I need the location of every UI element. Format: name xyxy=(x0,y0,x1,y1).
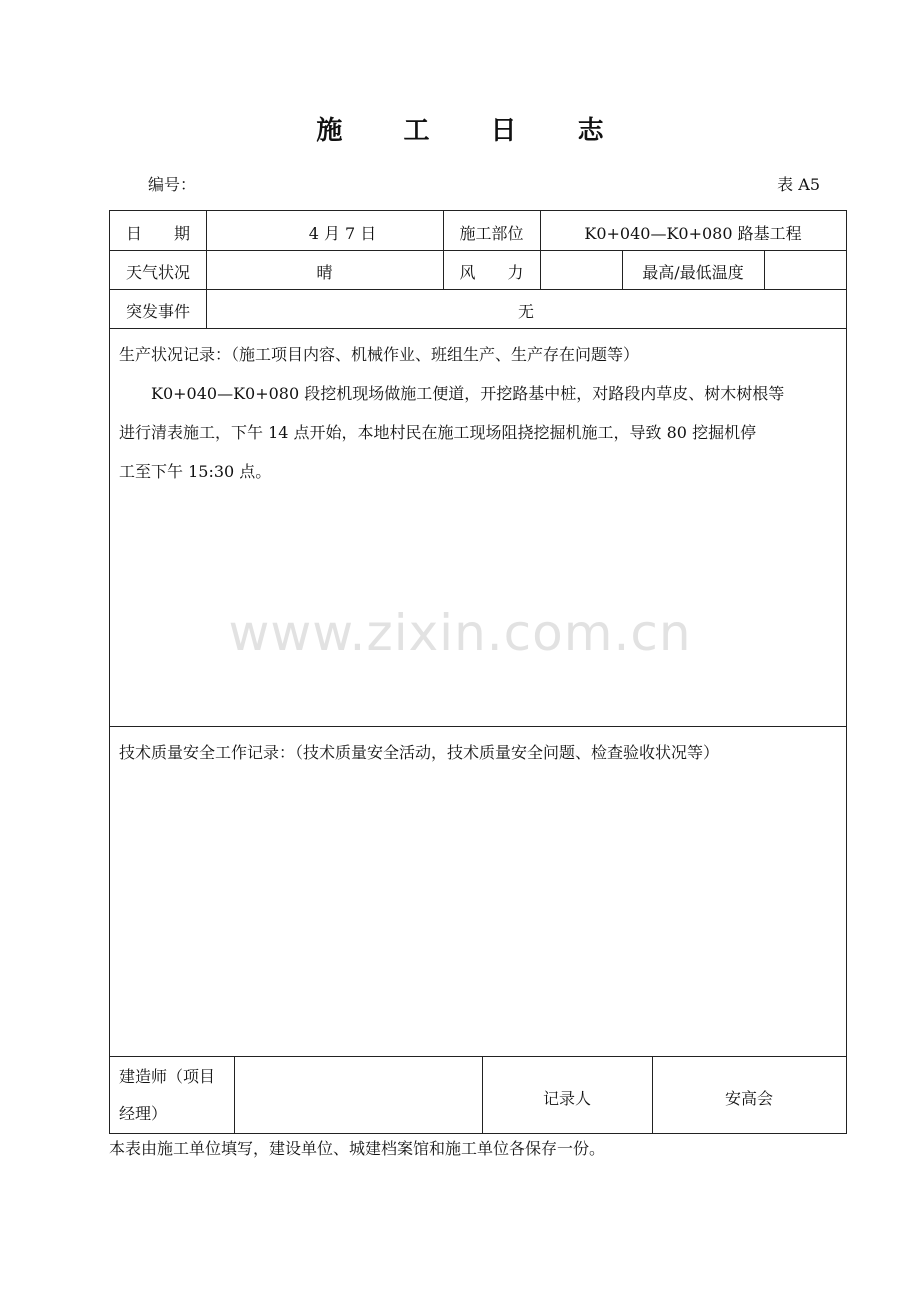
footer-note: 本表由施工单位填写，建设单位、城建档案馆和施工单位各保存一份。 xyxy=(109,1139,606,1158)
production-record-line: 进行清表施工，下午 14 点开始，本地村民在施工现场阻挠挖掘机施工，导致 80 挖掘机停 xyxy=(119,423,757,442)
site-value: K0+040—K0+080 路基工程 xyxy=(584,224,802,243)
production-record-line: K0+040—K0+080 段挖机现场做施工便道，开挖路基中桩，对路段内草皮、树木树根等 xyxy=(151,384,785,403)
row-divider xyxy=(110,726,846,727)
form-code: 表 A5 xyxy=(777,175,820,194)
engineer-label-line: 建造师（项目 xyxy=(119,1066,216,1086)
quality-record-heading: 技术质量安全工作记录：（技术质量安全活动，技术质量安全问题、检查验收状况等） xyxy=(119,743,720,762)
wind-value xyxy=(540,252,622,291)
construction-log-form xyxy=(109,210,847,1134)
recorder-label: 记录人 xyxy=(542,1089,591,1108)
weather-label: 天气状况 xyxy=(125,263,190,282)
wind-label: 风 力 xyxy=(459,263,524,282)
page-title: 施 工 日 志 xyxy=(316,116,630,146)
incident-label: 突发事件 xyxy=(125,302,190,321)
date-label: 日 期 xyxy=(125,224,190,243)
site-label: 施工部位 xyxy=(459,224,524,243)
date-value: 4 月 7 日 xyxy=(308,224,377,243)
incident-value: 无 xyxy=(517,302,534,321)
weather-value: 晴 xyxy=(316,263,333,282)
engineer-label xyxy=(110,1056,234,1133)
engineer-signature xyxy=(234,1056,482,1133)
production-record-line: 工至下午 15:30 点。 xyxy=(119,462,272,481)
temperature-label: 最高/最低温度 xyxy=(642,263,744,282)
serial-number-label: 编号： xyxy=(148,175,197,194)
watermark: www.zixin.com.cn xyxy=(228,604,692,662)
engineer-label-line: 经理） xyxy=(119,1103,168,1123)
temperature-value xyxy=(764,252,846,291)
production-record-heading: 生产状况记录：（施工项目内容、机械作业、班组生产、生产存在问题等） xyxy=(119,345,640,364)
recorder-value: 安高会 xyxy=(724,1089,773,1108)
